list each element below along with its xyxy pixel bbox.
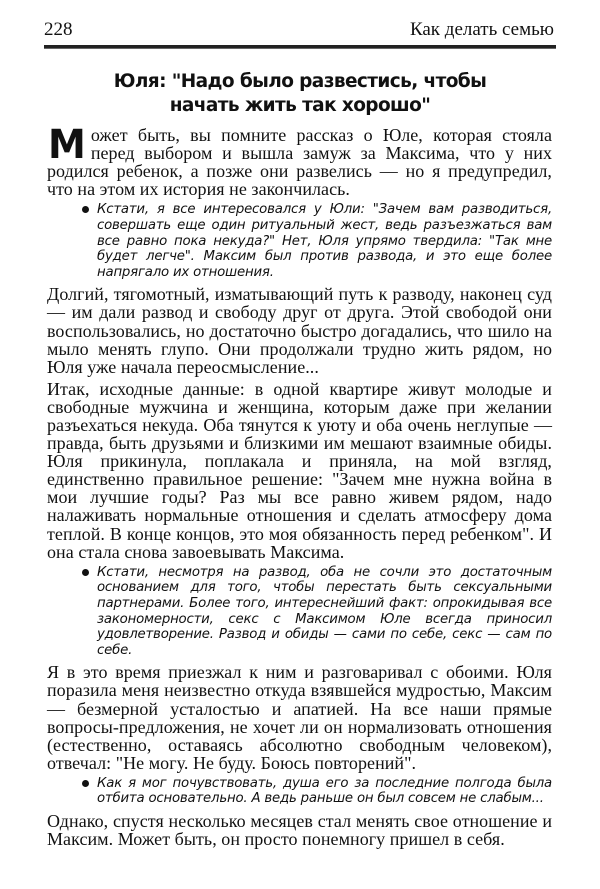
side-note-2 [97,565,552,659]
section-heading-line-1: Юля: "Надо было развестись, чтобы [113,71,487,92]
page-number: 228 [44,19,73,40]
header-rule [44,45,556,49]
paragraph-3: Итак, исходные данные: в одной квартире живут молодые и свободные мужчина и женщина, которым даже при желании разъехаться некуда. Оба тянутся к уюту и оба очень неглупые — правда, быть друзьями и близкими им мешают взаимные обиды. Юля прикинула, поплакала и приняла, на мой взгляд, единственно правильное решение: "Зачем мне нужна война в мои лучшие годы? Раз мы все равно живем рядом, надо налаживать нормальные отношения и сделать атмосферу дома теплой. В конце концов, это моя обязанность перед ребенком". И она стала снова завоевывать Максима. [47,378,552,562]
paragraph-2: Долгий, тягомотный, изматывающий путь к разводу, наконец суд — им дали развод и свободу друг от друга. Этой свободой они воспользовались, но достаточно быстро догадались, что шило на мыло менять глупо. Они продолжали трудно жить рядом, но Юля уже начала переосмысление... [47,284,552,377]
paragraph-4: Я в это время приезжал к ним и разговаривал с обоими. Юля поразила меня неизвестно откуда взявшейся мудростью, Максим — безмерной усталостью и апатией. На все наши прямые вопросы-предложения, не хочет ли он нормализовать отношения (естественно, оставаясь абсолютно свободным человеком), отвечал: "Не могу. Не буду. Боюсь повторений". [47,662,552,773]
side-note-3-text: Как я мог почувствовать, душа его за последние полгода была отбита основательно. А ведь раньше он был совсем не слабым... [97,775,552,807]
section-heading-line-2: начать жить так хорошо" [169,95,431,116]
paragraph-1 [47,122,552,200]
side-note-1 [97,202,552,280]
book-title: Как делать семью [409,19,554,40]
section-heading [60,70,540,118]
running-head [44,16,554,46]
bullet-icon [82,780,89,787]
bullet-icon [82,569,89,576]
side-note-3 [97,776,552,807]
body-text [47,122,552,852]
side-note-2-text: Кстати, несмотря на развод, оба не сочли это достаточным основанием для того, чтобы перестать быть сексуальными партнерами. Более того, интереснейший факт: опрокидывая все закономерности, секс с Максимом Юле всегда приносил удовлетворение. Развод и обиды — сами по себе, секс — сам по себе. [97,564,552,658]
paragraph-5: Однако, спустя несколько месяцев стал менять свое отношение и Максим. Может быть, он просто понемногу пришел в себя. [47,811,552,850]
drop-cap: М [47,122,84,168]
side-note-1-text: Кстати, я все интересовался у Юли: "Зачем вам разводиться, совершать еще один ритуальный жест, ведь разъезжаться вам все равно пока некуда?" Нет, Юля упрямо твердила: "Так мне будет легче". Максим был против развода, и это еще более напрягало их отношения. [97,202,552,280]
paragraph-1-text: ожет быть, вы помните рассказ о Юле, которая стояла перед выбором и вышла замуж за Максима, что у них родился ребенок, а позже они развелись — но я предупредил, что на этом их история не закончилась. [47,125,552,200]
bullet-icon [82,206,89,213]
